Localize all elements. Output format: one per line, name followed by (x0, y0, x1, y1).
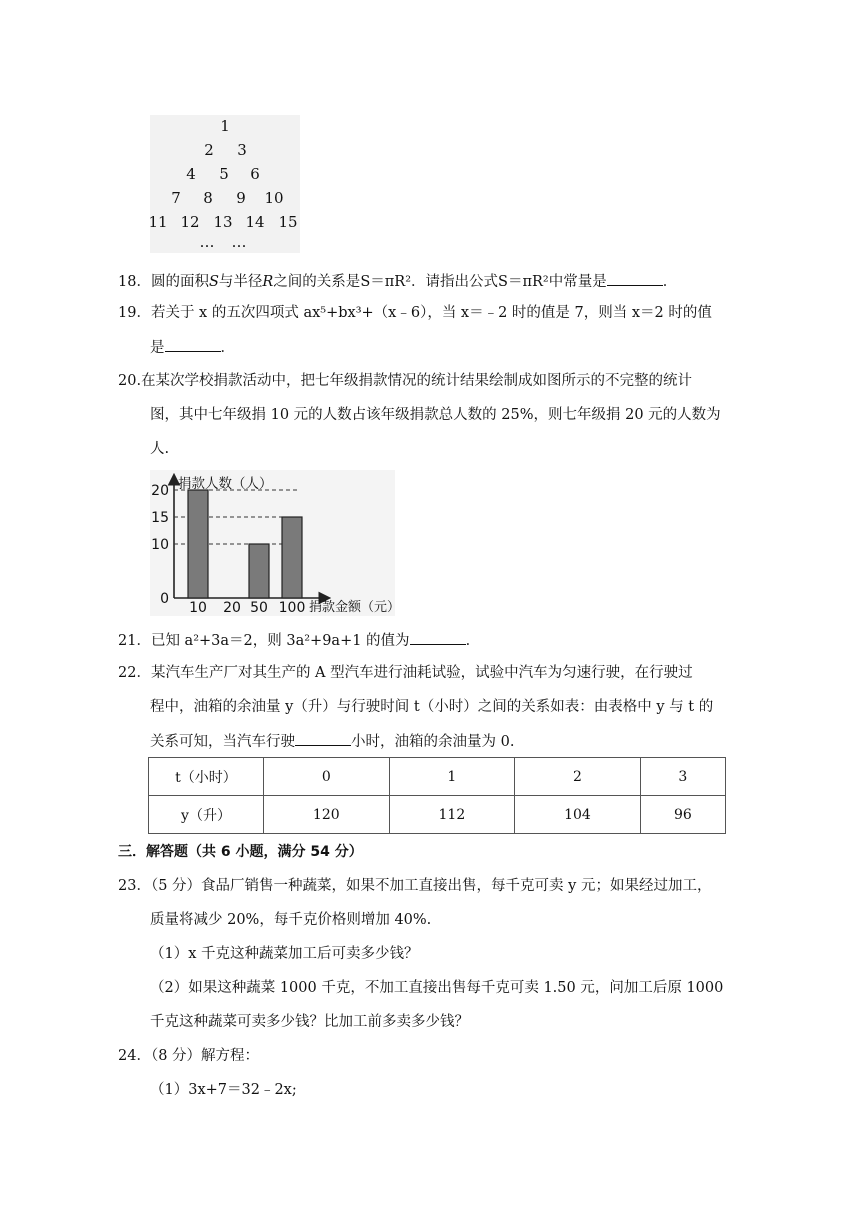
q18-var-r: R (262, 274, 274, 290)
question-20-line3 (150, 439, 169, 459)
question-21 (118, 630, 480, 651)
q24-line1: （8 分）解方程： (150, 1048, 260, 1064)
q19-line2: 是 (150, 340, 165, 356)
table-row-label: y（升） (149, 796, 264, 834)
q20-line3: 人. (150, 441, 170, 457)
answer-blank[interactable] (165, 337, 221, 352)
triangle-number: 12 (180, 213, 200, 231)
number-triangle-figure (150, 115, 300, 253)
y-tick-label: 10 (151, 537, 169, 553)
triangle-number: 6 (250, 165, 260, 183)
section-heading: 三．解答题（共 6 小题，满分 54 分） (118, 844, 363, 860)
y-tick-label: 0 (160, 591, 169, 607)
answer-blank[interactable] (410, 630, 466, 645)
triangle-number: 8 (203, 189, 213, 207)
q22-line1: 某汽车生产厂对其生产的 A 型汽车进行油耗试验，试验中汽车为匀速行驶，在行驶过 (150, 665, 693, 681)
question-20-line2 (150, 405, 721, 425)
triangle-number: 10 (264, 189, 284, 207)
table-cell: 112 (389, 796, 515, 834)
q18-text: 圆的面积 (150, 274, 209, 290)
q18-var-s: S (208, 274, 219, 290)
q18-text: 中常量是 (548, 274, 607, 290)
question-24 (118, 1046, 259, 1066)
table-cell: 96 (640, 796, 725, 834)
q18-formula: S＝πR² (498, 274, 549, 290)
question-number: 18． (118, 274, 151, 290)
q22-line3-b: 小时，油箱的余油量为 0. (351, 734, 515, 750)
bar (249, 544, 269, 598)
bar (282, 517, 302, 598)
answer-blank[interactable] (607, 271, 663, 286)
chart-svg (150, 470, 395, 616)
q19-end: ． (220, 340, 235, 356)
q18-text: ．请指出公式 (411, 274, 499, 290)
bar (188, 490, 208, 598)
x-tick-label: 100 (278, 600, 306, 616)
triangle-number: 2 (204, 141, 214, 159)
question-23-line3: （1）x 千克这种蔬菜加工后可卖多少钱？ (150, 946, 419, 962)
q23-line1: （5 分）食品厂销售一种蔬菜，如果不加工直接出售，每千克可卖 y 元；如果经过加工， (150, 878, 712, 894)
table-cell: 2 (515, 758, 641, 796)
donation-bar-chart (150, 470, 395, 616)
q22-line3: 关系可知，当汽车行驶 (150, 734, 295, 750)
x-tick-label: 50 (250, 600, 268, 616)
table-row (149, 758, 726, 796)
table-row-label: t（小时） (149, 758, 264, 796)
q20-line1: 在某次学校捐款活动中，把七年级捐款情况的统计结果绘制成如图所示的不完整的统计 (141, 373, 693, 389)
table-cell: 104 (515, 796, 641, 834)
triangle-number: 15 (278, 213, 298, 231)
q18-text: 与半径 (218, 274, 263, 290)
q18-text: 之间的关系是 (273, 274, 361, 290)
question-23-line4: （2）如果这种蔬菜 1000 千克，不加工直接出售每千克可卖 1.50 元，问加工后原 1000 (150, 980, 724, 996)
x-tick-label: 10 (189, 600, 207, 616)
question-number: 20. (118, 373, 142, 389)
triangle-number: 11 (148, 213, 168, 231)
triangle-number: 1 (220, 117, 230, 135)
triangle-number: 9 (236, 189, 246, 207)
table-cell: 0 (264, 758, 390, 796)
question-number: 24． (118, 1048, 151, 1064)
question-19-line2 (150, 337, 235, 358)
question-22-line2 (150, 697, 713, 717)
triangle-number: 4 (186, 165, 196, 183)
x-tick-label: 20 (223, 600, 241, 616)
question-number: 22． (118, 665, 151, 681)
question-19 (118, 303, 712, 323)
triangle-number: 14 (245, 213, 265, 231)
q19-line1: 若关于 x 的五次四项式 ax⁵+bx³+（x﹣6），当 x＝﹣2 时的值是 7，则当 x＝2 时的值 (150, 305, 712, 321)
question-23-line2: 质量将减少 20%，每千克价格则增加 40%. (150, 912, 432, 928)
triangle-ellipsis: … (231, 233, 247, 251)
y-tick-label: 15 (151, 510, 169, 526)
triangle-number: 3 (237, 141, 247, 159)
triangle-ellipsis: … (199, 233, 215, 251)
triangle-number: 13 (213, 213, 233, 231)
table-cell: 120 (264, 796, 390, 834)
table-cell: 3 (640, 758, 725, 796)
table-cell: 1 (389, 758, 515, 796)
y-tick-label: 20 (151, 483, 169, 499)
q22-line2: 程中，油箱的余油量 y（升）与行驶时间 t（小时）之间的关系如表：由表格中 y 与 t 的 (150, 699, 714, 715)
fuel-table (148, 757, 726, 834)
question-number: 21． (118, 633, 151, 649)
q21-text: 已知 a²+3a＝2，则 3a²+9a+1 的值为 (150, 633, 410, 649)
question-22 (118, 663, 693, 683)
question-24-line2: （1）3x+7＝32﹣2x; (150, 1082, 297, 1098)
question-22-line3 (150, 731, 514, 752)
y-axis-label: 捐款人数（人） (178, 476, 273, 492)
answer-blank[interactable] (295, 731, 351, 746)
question-number: 23． (118, 878, 151, 894)
question-23-line5: 千克这种蔬菜可卖多少钱？比加工前多卖多少钱？ (150, 1014, 469, 1030)
q21-end: ． (465, 633, 481, 649)
question-18 (118, 271, 677, 292)
table-row (149, 796, 726, 834)
question-20 (118, 371, 692, 391)
q20-line2: 图，其中七年级捐 10 元的人数占该年级捐款总人数的 25%，则七年级捐 20 元的人数为 (150, 407, 721, 423)
x-axis-label: 捐款金额（元） (309, 600, 395, 615)
q18-end: ． (662, 274, 678, 290)
q18-formula: S＝πR² (360, 274, 412, 290)
triangle-number: 5 (219, 165, 229, 183)
question-number: 19． (118, 305, 151, 321)
question-23 (118, 876, 711, 896)
triangle-number: 7 (171, 189, 181, 207)
